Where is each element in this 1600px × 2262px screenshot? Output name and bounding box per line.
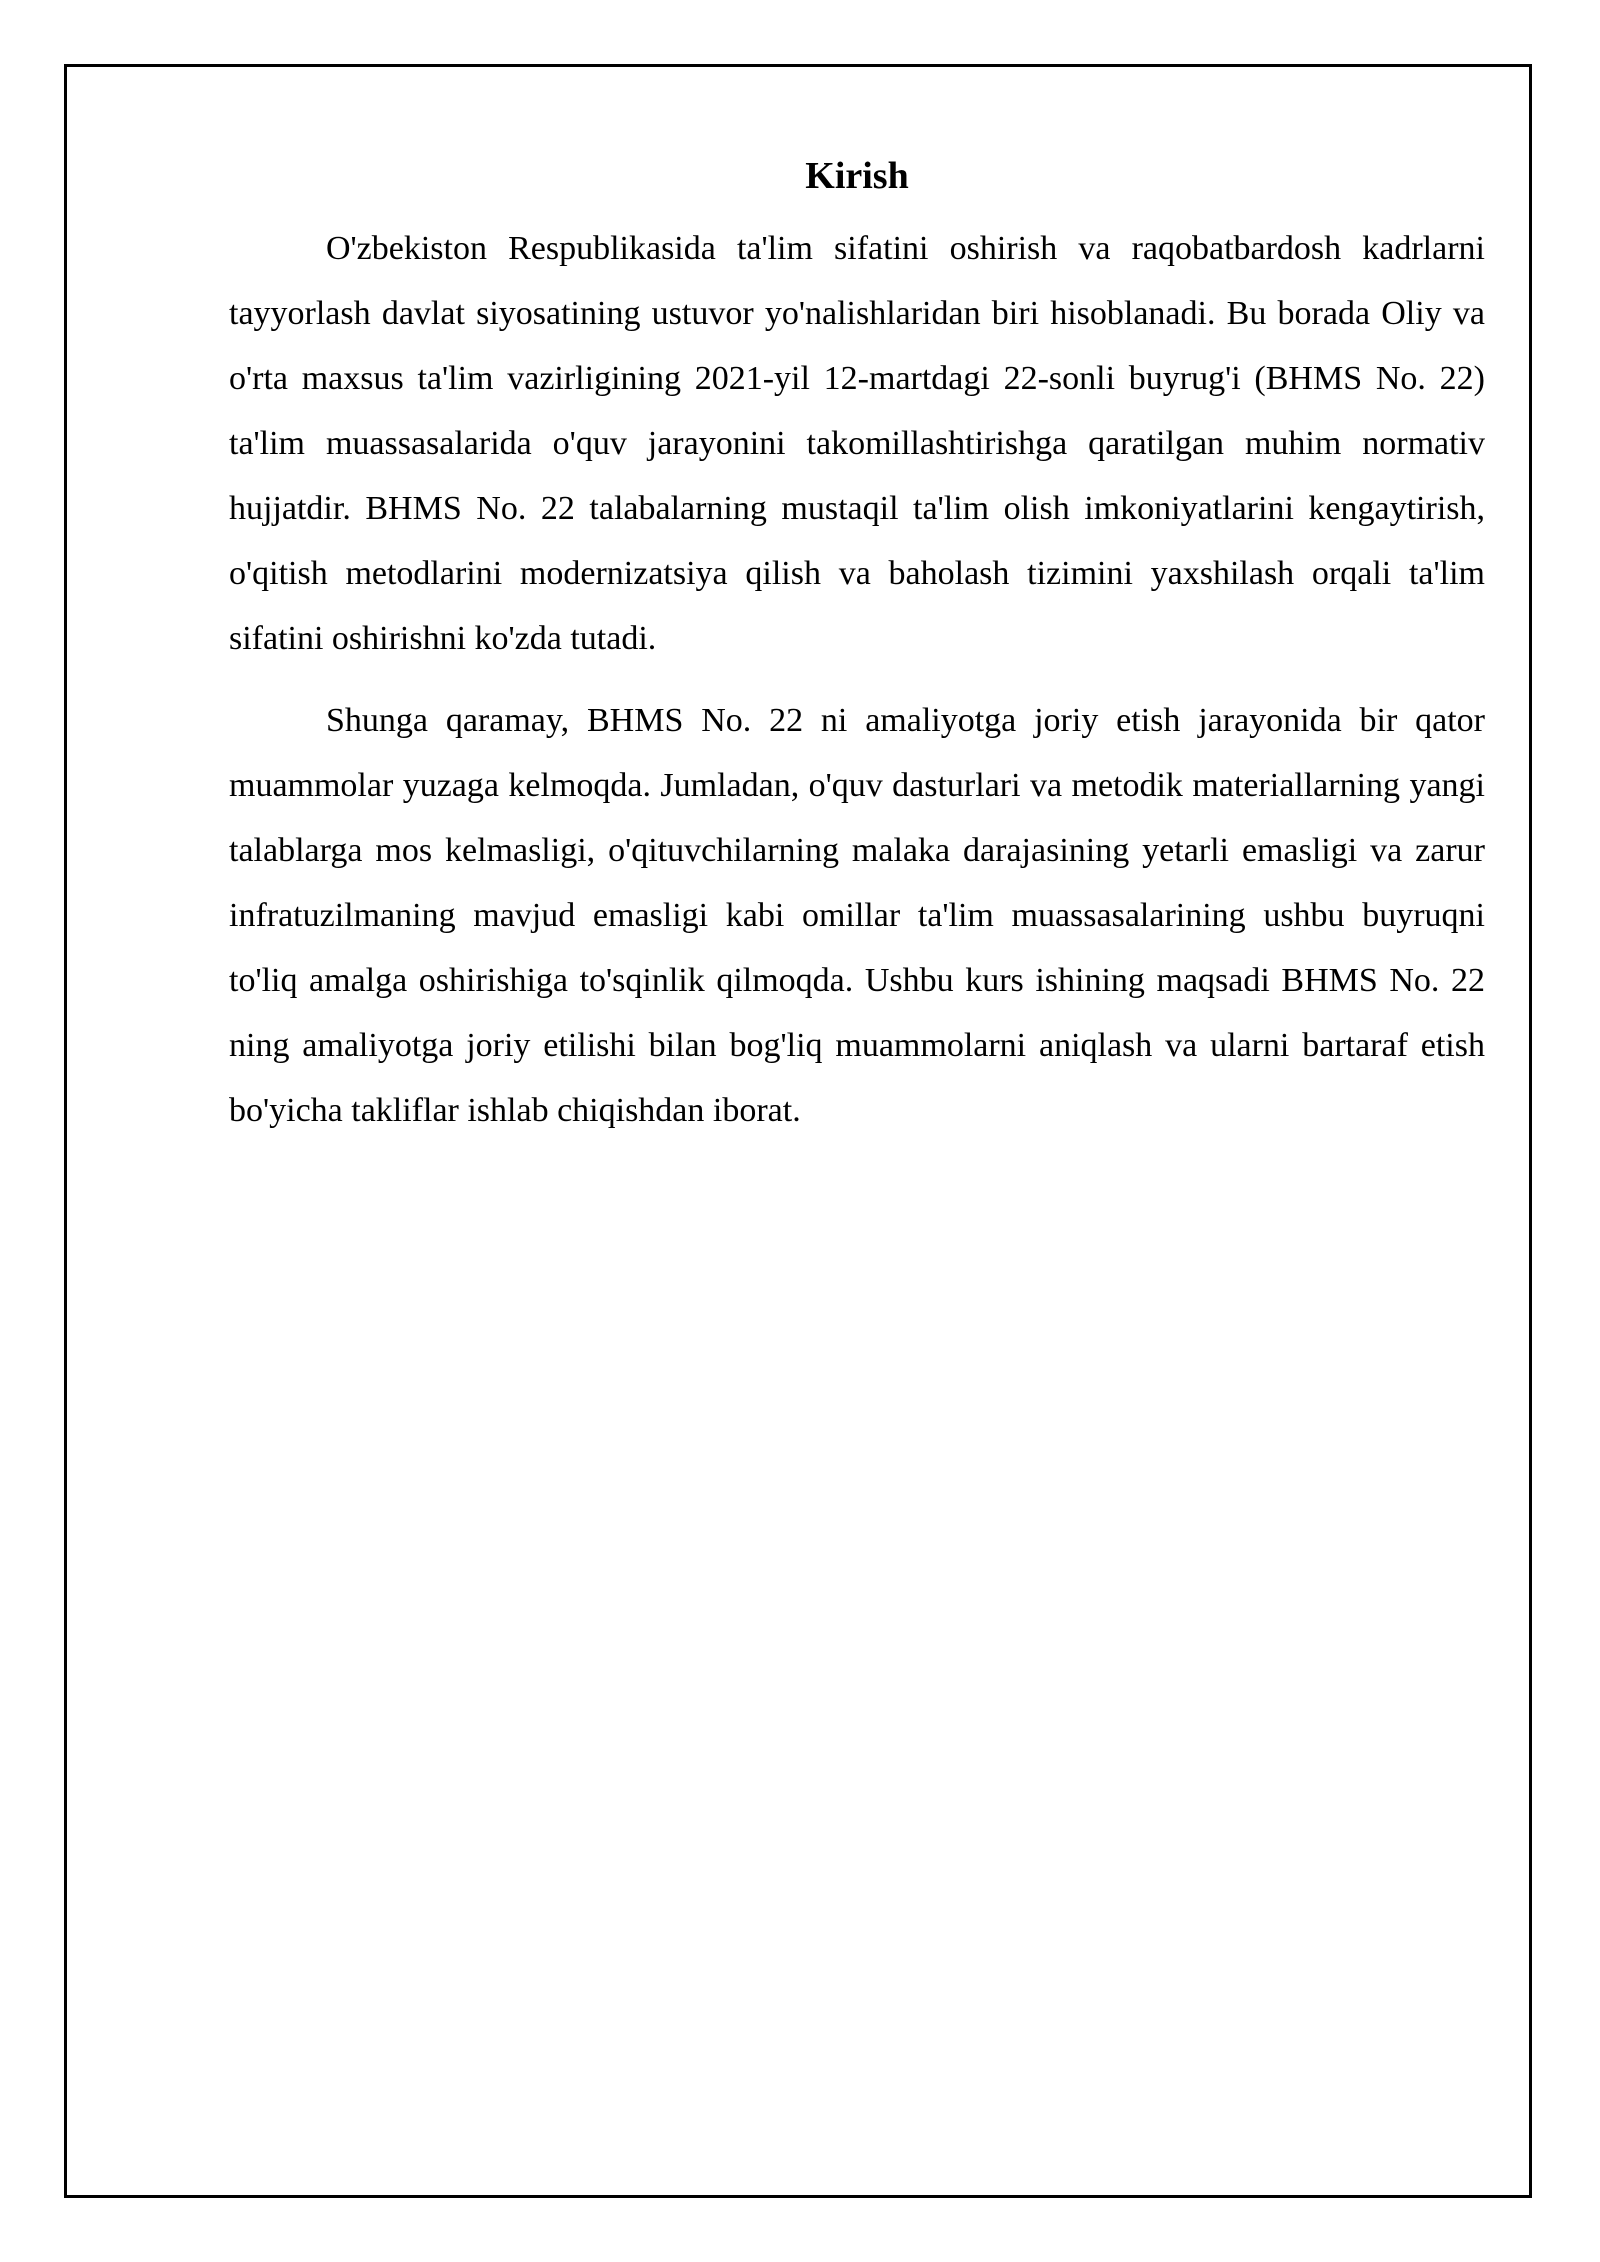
paragraph-problems: Shunga qaramay, BHMS No. 22 ni amaliyotga joriy etish jarayonida bir qator muammolar yuzaga kelmoqda. Jumladan, o'quv dasturlari va metodik materiallarning yangi talablarga mos kelmasligi, o'qituvchilarning malaka darajasining yetarli emasligi va zarur infratuzilmaning mavjud emasligi kabi omillar ta'lim muassasalarining ushbu buyruqni to'liq amalga oshirishiga to'sqinlik qilmoqda. Ushbu kurs ishining maqsadi BHMS No. 22 ning amaliyotga joriy etilishi bilan bog'liq muammolarni aniqlash va ularni bartaraf etish bo'yicha takliflar ishlab chiqishdan iborat. <box>229 702 1485 1129</box>
paragraph-intro: O'zbekiston Respublikasida ta'lim sifatini oshirish va raqobatbardosh kadrlarni tayyorlash davlat siyosatining ustuvor yo'nalishlaridan biri hisoblanadi. Bu borada Oliy va o'rta maxsus ta'lim vazirligining 2021-yil 12-martdagi 22-sonli buyrug'i (BHMS No. 22) ta'lim muassasalarida o'quv jarayonini takomillashtirishga qaratilgan muhim normativ hujjatdir. BHMS No. 22 talabalarning mustaqil ta'lim olish imkoniyatlarini kengaytirish, o'qitish metodlarini modernizatsiya qilish va baholash tizimini yaxshilash orqali ta'lim sifatini oshirishni ko'zda tutadi. <box>229 230 1485 657</box>
page-title: Kirish <box>805 155 909 197</box>
document-body <box>229 146 1485 1160</box>
